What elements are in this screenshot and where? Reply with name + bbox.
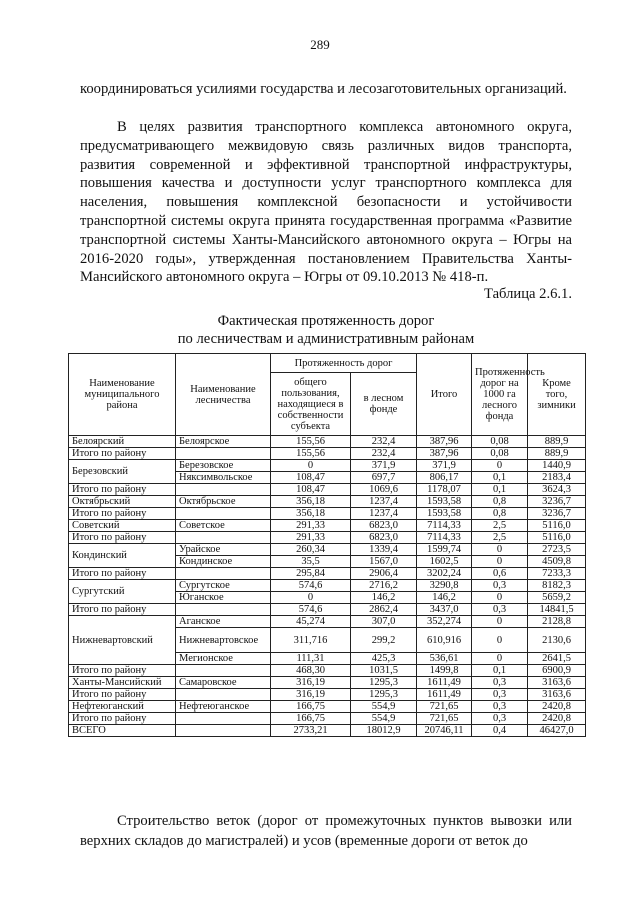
- cell-forestry: Белоярское: [176, 436, 271, 448]
- cell-district: Итого по району: [69, 713, 176, 725]
- paragraph-intro: координироваться усилиями государства и лесозаготовительных организаций.: [80, 81, 567, 97]
- cell-forest-fund: 232,4: [351, 448, 417, 460]
- table-row: [69, 725, 586, 737]
- cell-district: Итого по району: [69, 568, 176, 580]
- cell-public: 108,47: [271, 484, 351, 496]
- cell-forestry: [176, 689, 271, 701]
- cell-forest-fund: 1031,5: [351, 665, 417, 677]
- cell-winter: 46427,0: [528, 725, 586, 737]
- cell-winter: 3624,3: [528, 484, 586, 496]
- cell-winter: 3236,7: [528, 496, 586, 508]
- cell-public: 35,5: [271, 556, 351, 568]
- cell-forest-fund: 2862,4: [351, 604, 417, 616]
- cell-forest-fund: 146,2: [351, 592, 417, 604]
- cell-winter: 6900,9: [528, 665, 586, 677]
- cell-district: Итого по району: [69, 604, 176, 616]
- cell-district: Итого по району: [69, 665, 176, 677]
- cell-per-1000: 0,08: [472, 436, 528, 448]
- cell-public: 468,30: [271, 665, 351, 677]
- table-row: [69, 496, 586, 508]
- cell-forestry: [176, 532, 271, 544]
- cell-forestry: Урайское: [176, 544, 271, 556]
- cell-total: 371,9: [417, 460, 472, 472]
- cell-district: Итого по району: [69, 689, 176, 701]
- cell-forestry: Сургутское: [176, 580, 271, 592]
- cell-public: 45,274: [271, 616, 351, 628]
- cell-total: 1593,58: [417, 496, 472, 508]
- cell-public: 0: [271, 460, 351, 472]
- table-row: [69, 580, 586, 592]
- cell-winter: 8182,3: [528, 580, 586, 592]
- cell-forest-fund: 697,7: [351, 472, 417, 484]
- paragraph-program: В целях развития транспортного комплекса автономного округа, предусматривающего межвидовую связь различных видов транспорта, развития современной и эффективной транспортной инфраструктуры, повышения качества и доступности услуг транспортного комплекса для населения, повышения комплексной безопасности и устойчивости транспортной системы округа принята государственная программа «Развитие транспортной системы Ханты-Мансийского автономного округа – Югры на 2016-2020 годы», утвержденная постановлением Правительства Ханты-Мансийского автономного округа – Югры от 09.10.2013 № 418-п.: [80, 119, 572, 286]
- table-row: [69, 604, 586, 616]
- cell-total: 3202,24: [417, 568, 472, 580]
- cell-total: 3437,0: [417, 604, 472, 616]
- cell-forest-fund: 554,9: [351, 701, 417, 713]
- cell-forestry: Самаровское: [176, 677, 271, 689]
- cell-winter: 7233,3: [528, 568, 586, 580]
- table-row: [69, 520, 586, 532]
- cell-winter: 3163,6: [528, 689, 586, 701]
- cell-total: 1611,49: [417, 677, 472, 689]
- cell-total: 1611,49: [417, 689, 472, 701]
- table-row: [69, 448, 586, 460]
- cell-total: 1499,8: [417, 665, 472, 677]
- cell-district: Ханты-Мансийский: [69, 677, 176, 689]
- cell-total: 1593,58: [417, 508, 472, 520]
- cell-per-1000: 0,1: [472, 665, 528, 677]
- table-row: [69, 568, 586, 580]
- cell-total: 387,96: [417, 448, 472, 460]
- cell-forestry: [176, 725, 271, 737]
- cell-district: Итого по району: [69, 484, 176, 496]
- cell-total: 1602,5: [417, 556, 472, 568]
- cell-total: 806,17: [417, 472, 472, 484]
- cell-district: Итого по району: [69, 508, 176, 520]
- cell-winter: 5659,2: [528, 592, 586, 604]
- cell-forest-fund: 425,3: [351, 653, 417, 665]
- cell-forestry: Мегионское: [176, 653, 271, 665]
- cell-per-1000: 0,3: [472, 604, 528, 616]
- cell-forestry: Советское: [176, 520, 271, 532]
- cell-winter: 2183,4: [528, 472, 586, 484]
- cell-winter: 5116,0: [528, 532, 586, 544]
- header-forestry: Наименование лесничества: [176, 354, 271, 436]
- cell-forestry: Юганское: [176, 592, 271, 604]
- cell-district: Нижневартовский: [69, 616, 176, 665]
- cell-forestry: [176, 484, 271, 496]
- cell-winter: 889,9: [528, 436, 586, 448]
- cell-total: 721,65: [417, 713, 472, 725]
- header-forest-fund: в лесном фонде: [351, 373, 417, 436]
- cell-public: 260,34: [271, 544, 351, 556]
- cell-winter: 2130,6: [528, 628, 586, 653]
- cell-winter: 4509,8: [528, 556, 586, 568]
- cell-forestry: [176, 713, 271, 725]
- table-row: [69, 436, 586, 448]
- cell-per-1000: 0,3: [472, 580, 528, 592]
- cell-per-1000: 0: [472, 653, 528, 665]
- cell-per-1000: 2,5: [472, 520, 528, 532]
- cell-per-1000: 2,5: [472, 532, 528, 544]
- cell-public: 291,33: [271, 532, 351, 544]
- cell-per-1000: 0: [472, 628, 528, 653]
- table-row: [69, 460, 586, 472]
- cell-total: 1599,74: [417, 544, 472, 556]
- cell-per-1000: 0: [472, 616, 528, 628]
- cell-per-1000: 0,3: [472, 677, 528, 689]
- cell-public: 316,19: [271, 689, 351, 701]
- cell-public: 291,33: [271, 520, 351, 532]
- cell-per-1000: 0,6: [472, 568, 528, 580]
- table-row: [69, 532, 586, 544]
- cell-total: 146,2: [417, 592, 472, 604]
- cell-per-1000: 0: [472, 544, 528, 556]
- cell-total: 20746,11: [417, 725, 472, 737]
- cell-winter: 14841,5: [528, 604, 586, 616]
- table-row: [69, 544, 586, 556]
- roads-table: [68, 353, 586, 737]
- cell-total: 7114,33: [417, 532, 472, 544]
- cell-district: Октябрьский: [69, 496, 176, 508]
- cell-public: 166,75: [271, 701, 351, 713]
- cell-per-1000: 0,08: [472, 448, 528, 460]
- cell-public: 356,18: [271, 496, 351, 508]
- cell-forest-fund: 1069,6: [351, 484, 417, 496]
- header-per-1000: Протяженность дорог на 1000 га лесного фонда: [472, 354, 528, 436]
- cell-public: 111,31: [271, 653, 351, 665]
- table-row: [69, 616, 586, 628]
- cell-district: Березовский: [69, 460, 176, 484]
- table-row: [69, 677, 586, 689]
- cell-forest-fund: 232,4: [351, 436, 417, 448]
- cell-total: 7114,33: [417, 520, 472, 532]
- cell-total: 387,96: [417, 436, 472, 448]
- cell-forest-fund: 1237,4: [351, 496, 417, 508]
- cell-forestry: [176, 508, 271, 520]
- cell-forest-fund: 299,2: [351, 628, 417, 653]
- table-body: [69, 436, 586, 737]
- cell-total: 1178,07: [417, 484, 472, 496]
- cell-winter: 1440,9: [528, 460, 586, 472]
- cell-total: 721,65: [417, 701, 472, 713]
- cell-winter: 3163,6: [528, 677, 586, 689]
- cell-public: 0: [271, 592, 351, 604]
- table-row: [69, 713, 586, 725]
- cell-public: 356,18: [271, 508, 351, 520]
- cell-forest-fund: 307,0: [351, 616, 417, 628]
- cell-public: 316,19: [271, 677, 351, 689]
- cell-forest-fund: 1295,3: [351, 677, 417, 689]
- cell-forestry: [176, 604, 271, 616]
- cell-forestry: Няксимвольское: [176, 472, 271, 484]
- cell-winter: 2641,5: [528, 653, 586, 665]
- cell-public: 2733,21: [271, 725, 351, 737]
- cell-per-1000: 0,3: [472, 701, 528, 713]
- table-row: [69, 508, 586, 520]
- cell-per-1000: 0,4: [472, 725, 528, 737]
- table-caption-line1: Фактическая протяженность дорог: [217, 313, 435, 329]
- cell-forestry: Нефтеюганское: [176, 701, 271, 713]
- cell-winter: 2128,8: [528, 616, 586, 628]
- page-number: 289: [310, 37, 330, 52]
- cell-public: 108,47: [271, 472, 351, 484]
- cell-forest-fund: 1237,4: [351, 508, 417, 520]
- table-row: [69, 484, 586, 496]
- cell-total: 610,916: [417, 628, 472, 653]
- cell-total: 3290,8: [417, 580, 472, 592]
- table-row: [69, 665, 586, 677]
- cell-forestry: [176, 568, 271, 580]
- table-row: [69, 701, 586, 713]
- cell-per-1000: 0,1: [472, 472, 528, 484]
- cell-forest-fund: 2716,2: [351, 580, 417, 592]
- header-length-group: Протяженность дорог: [271, 354, 417, 373]
- cell-winter: 2420,8: [528, 713, 586, 725]
- cell-winter: 3236,7: [528, 508, 586, 520]
- cell-forest-fund: 6823,0: [351, 520, 417, 532]
- cell-forest-fund: 18012,9: [351, 725, 417, 737]
- table-caption: [80, 312, 572, 348]
- cell-forestry: Березовское: [176, 460, 271, 472]
- cell-forestry: [176, 665, 271, 677]
- cell-per-1000: 0,1: [472, 484, 528, 496]
- cell-forestry: Аганское: [176, 616, 271, 628]
- cell-public: 155,56: [271, 448, 351, 460]
- cell-public: 311,716: [271, 628, 351, 653]
- table-label: Таблица 2.6.1.: [484, 286, 572, 302]
- paragraph-footer: Строительство веток (дорог от промежуточных пунктов вывозки или верхних складов до магистралей) и усов (временные дороги от веток до: [80, 813, 572, 849]
- cell-winter: 2420,8: [528, 701, 586, 713]
- header-except-winter: Кроме того, зимники: [528, 354, 586, 436]
- cell-forest-fund: 2906,4: [351, 568, 417, 580]
- cell-total: 352,274: [417, 616, 472, 628]
- cell-winter: 2723,5: [528, 544, 586, 556]
- cell-winter: 5116,0: [528, 520, 586, 532]
- table-head: [69, 354, 586, 436]
- cell-district: Нефтеюганский: [69, 701, 176, 713]
- header-public: общего пользования, находящиеся в собственности субъекта: [271, 373, 351, 436]
- cell-forest-fund: 1339,4: [351, 544, 417, 556]
- cell-total: 536,61: [417, 653, 472, 665]
- cell-per-1000: 0,8: [472, 508, 528, 520]
- cell-public: 166,75: [271, 713, 351, 725]
- cell-district: Советский: [69, 520, 176, 532]
- cell-per-1000: 0: [472, 556, 528, 568]
- cell-district: Итого по району: [69, 448, 176, 460]
- cell-per-1000: 0,3: [472, 713, 528, 725]
- header-district: Наименование муниципального района: [69, 354, 176, 436]
- cell-winter: 889,9: [528, 448, 586, 460]
- cell-public: 155,56: [271, 436, 351, 448]
- cell-district: Сургутский: [69, 580, 176, 604]
- cell-district: ВСЕГО: [69, 725, 176, 737]
- cell-forest-fund: 554,9: [351, 713, 417, 725]
- table-row: [69, 689, 586, 701]
- cell-forest-fund: 6823,0: [351, 532, 417, 544]
- cell-forestry: Нижневартовское: [176, 628, 271, 653]
- cell-forestry: Октябрьское: [176, 496, 271, 508]
- cell-public: 295,84: [271, 568, 351, 580]
- cell-per-1000: 0,8: [472, 496, 528, 508]
- cell-per-1000: 0: [472, 460, 528, 472]
- cell-forest-fund: 1295,3: [351, 689, 417, 701]
- cell-public: 574,6: [271, 580, 351, 592]
- cell-per-1000: 0: [472, 592, 528, 604]
- cell-forest-fund: 371,9: [351, 460, 417, 472]
- cell-district: Итого по району: [69, 532, 176, 544]
- table-caption-line2: по лесничествам и административным районам: [177, 331, 475, 347]
- cell-public: 574,6: [271, 604, 351, 616]
- cell-per-1000: 0,3: [472, 689, 528, 701]
- cell-forestry: [176, 448, 271, 460]
- cell-district: Белоярский: [69, 436, 176, 448]
- cell-forest-fund: 1567,0: [351, 556, 417, 568]
- header-total: Итого: [417, 354, 472, 436]
- cell-district: Кондинский: [69, 544, 176, 568]
- cell-forestry: Кондинское: [176, 556, 271, 568]
